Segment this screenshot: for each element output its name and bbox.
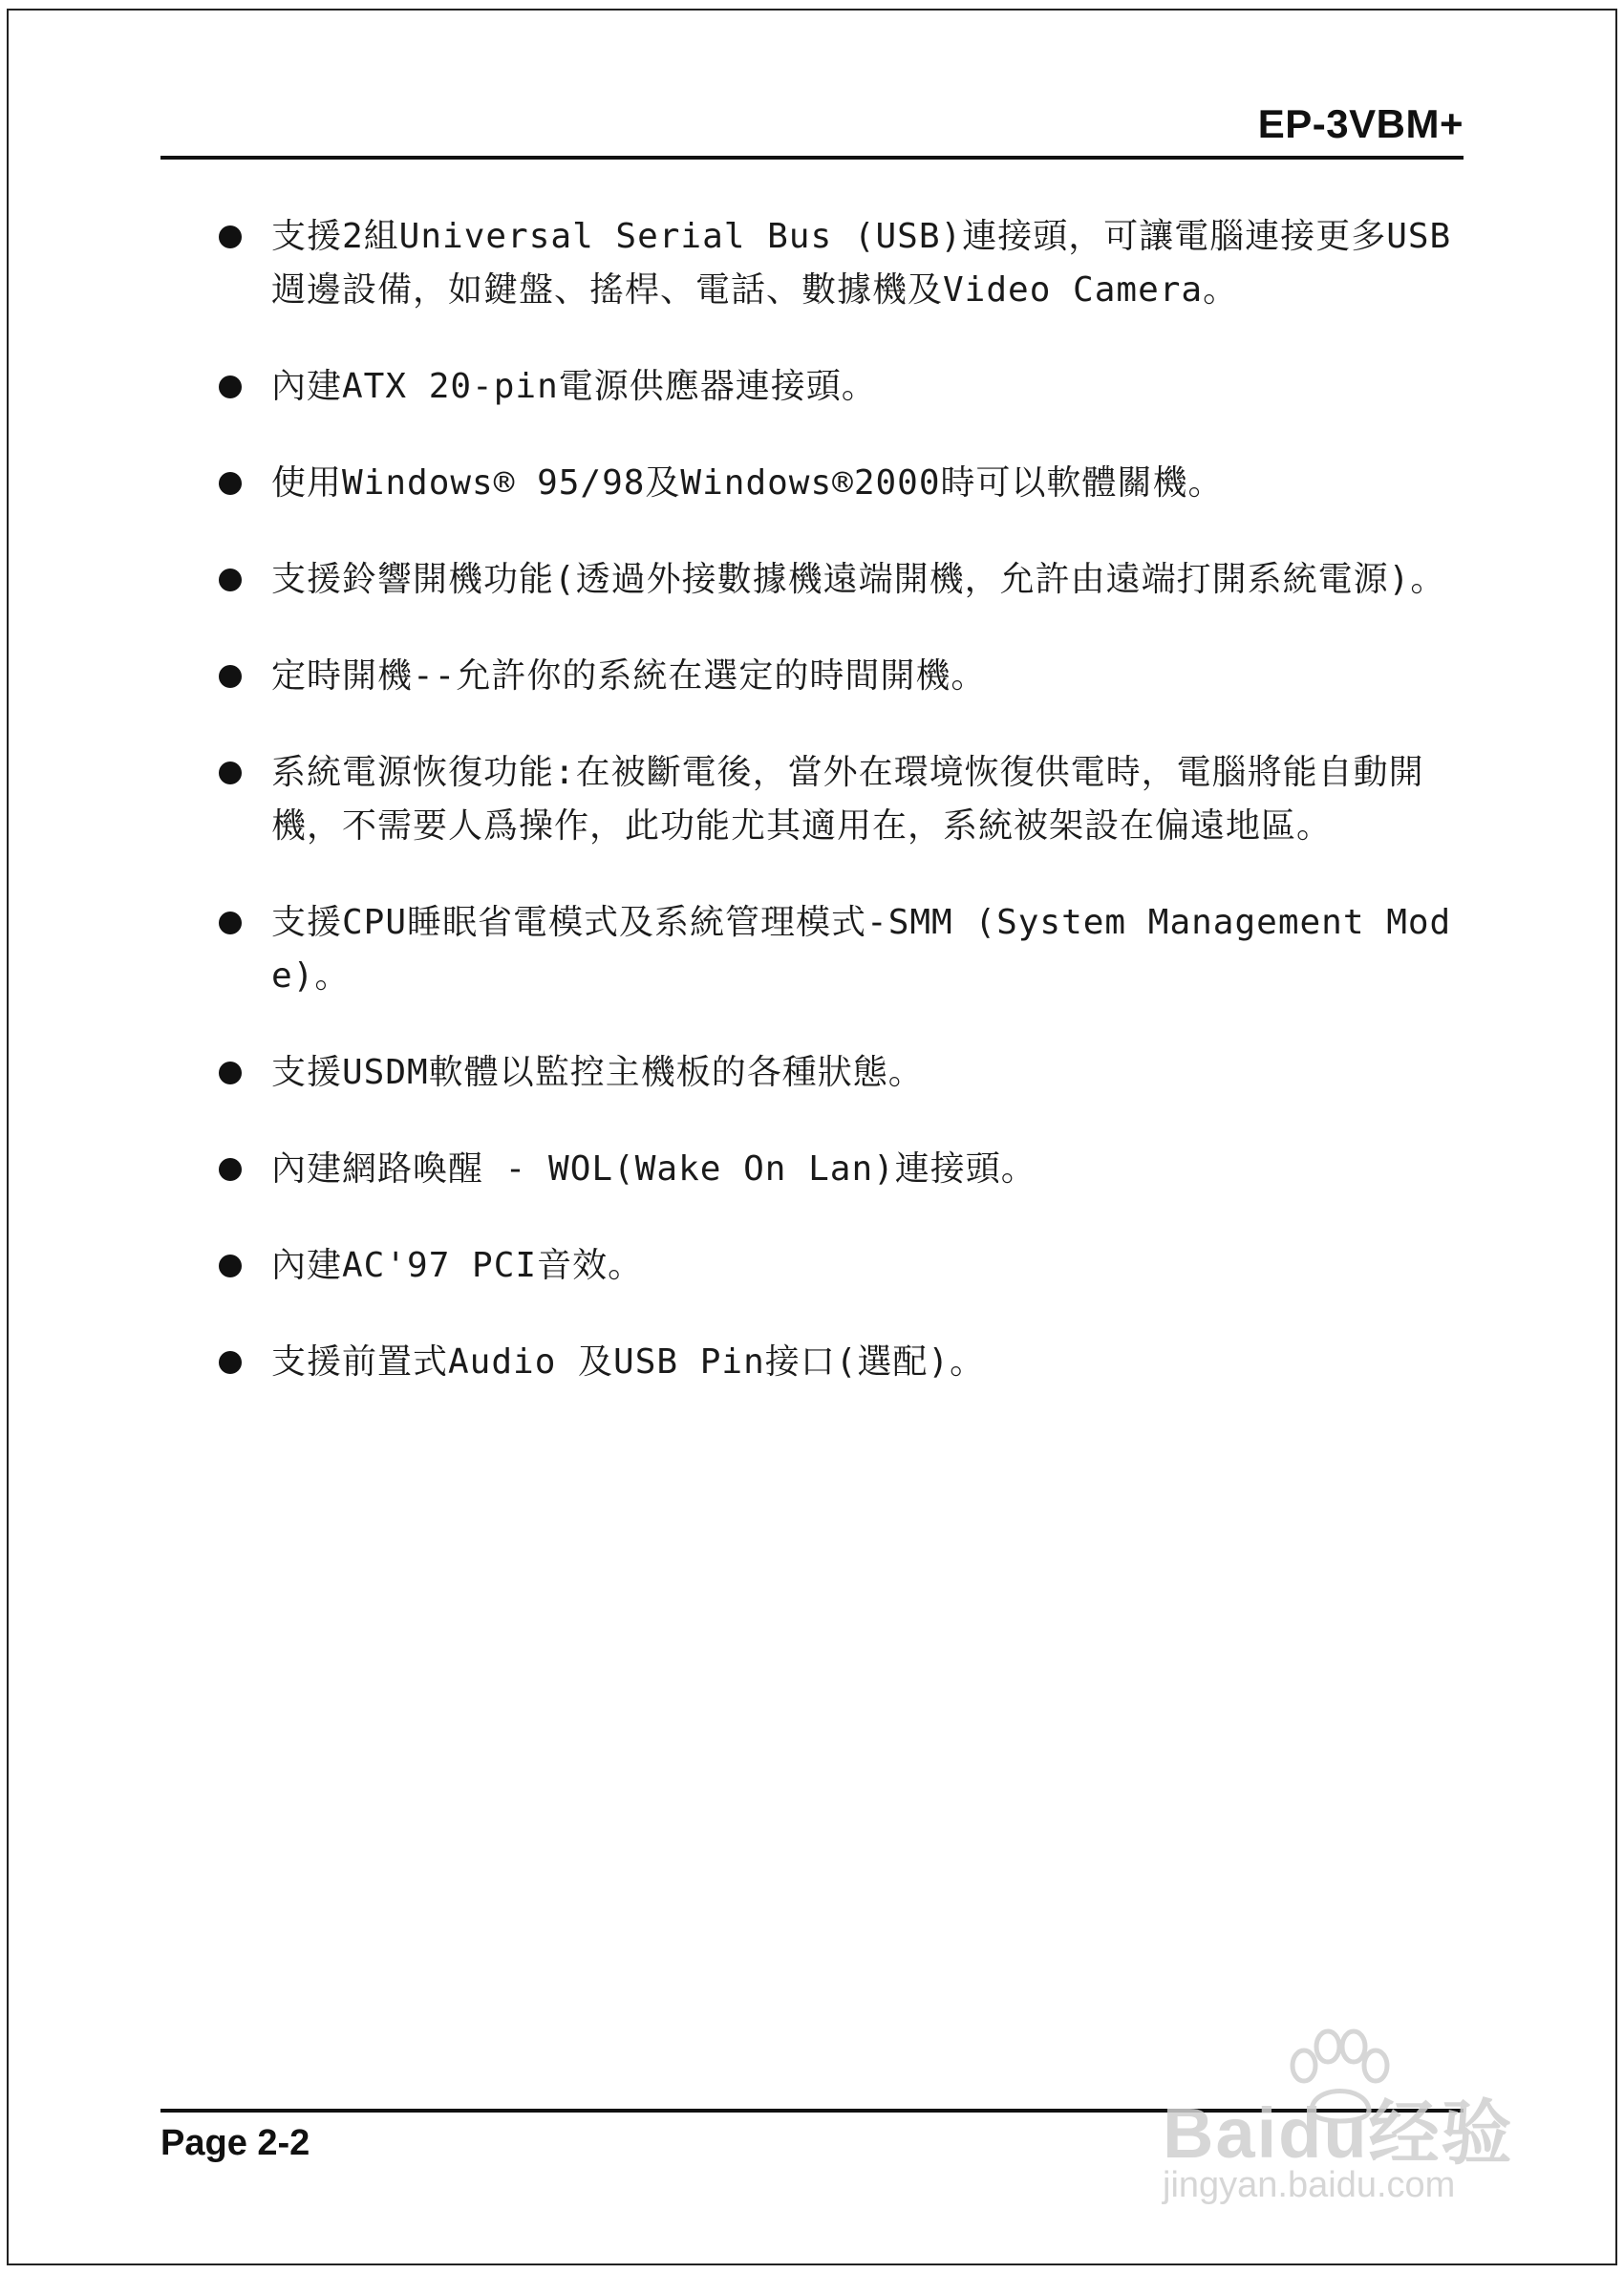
bullet-icon <box>219 1351 242 1374</box>
bullet-icon <box>219 472 242 495</box>
bullet-icon <box>219 1255 242 1277</box>
bullet-icon <box>219 375 242 398</box>
bullet-icon <box>219 665 242 688</box>
feature-item <box>212 650 1464 703</box>
feature-item <box>212 1046 1464 1100</box>
feature-text: 支援2組Universal Serial Bus (USB)連接頭，可讓電腦連接更多USB週邊設備，如鍵盤、搖桿、電話、數據機及Video Camera。 <box>271 217 1452 310</box>
feature-text: 支援鈴響開機功能(透過外接數據機遠端開機，允許由遠端打開系統電源)。 <box>271 560 1446 599</box>
feature-item <box>212 1336 1464 1389</box>
feature-text: 內建ATX 20-pin電源供應器連接頭。 <box>271 367 877 406</box>
feature-item <box>212 746 1464 853</box>
feature-text: 支援USDM軟體以監控主機板的各種狀態。 <box>271 1053 924 1092</box>
feature-text: 支援CPU睡眠省電模式及系統管理模式-SMM (System Management Mode)。 <box>271 903 1452 996</box>
feature-text: 支援前置式Audio 及USB Pin接口(選配)。 <box>271 1342 986 1382</box>
bullet-icon <box>219 568 242 591</box>
bullet-icon <box>219 762 242 784</box>
feature-text: 內建網路喚醒 - WOL(Wake On Lan)連接頭。 <box>271 1149 1036 1189</box>
feature-item <box>212 1143 1464 1196</box>
bullet-icon <box>219 912 242 934</box>
feature-text: 內建AC'97 PCI音效。 <box>271 1246 644 1285</box>
model-title: EP-3VBM+ <box>1257 101 1464 146</box>
bullet-icon <box>219 1158 242 1181</box>
watermark <box>1151 2026 1533 2217</box>
watermark-url: jingyan.baidu.com <box>1163 2165 1456 2205</box>
page-number: Page 2-2 <box>160 2123 310 2163</box>
feature-item <box>212 896 1464 1003</box>
feature-text: 定時開機--允許你的系統在選定的時間開機。 <box>271 656 987 696</box>
bullet-icon <box>219 225 242 248</box>
bullet-icon <box>219 1062 242 1084</box>
watermark-brand: Baidu经验 <box>1163 2093 1514 2173</box>
feature-item <box>212 1239 1464 1293</box>
feature-item <box>212 210 1464 317</box>
feature-text: 使用Windows® 95/98及Windows®2000時可以軟體關機。 <box>271 463 1224 503</box>
feature-text: 系統電源恢復功能:在被斷電後，當外在環境恢復供電時，電腦將能自動開機，不需要人爲操作，此功能尤其適用在，系統被架設在偏遠地區。 <box>271 753 1424 846</box>
feature-list <box>212 210 1464 1432</box>
feature-item <box>212 360 1464 414</box>
header-rule <box>160 156 1464 160</box>
feature-item <box>212 457 1464 510</box>
feature-item <box>212 553 1464 607</box>
